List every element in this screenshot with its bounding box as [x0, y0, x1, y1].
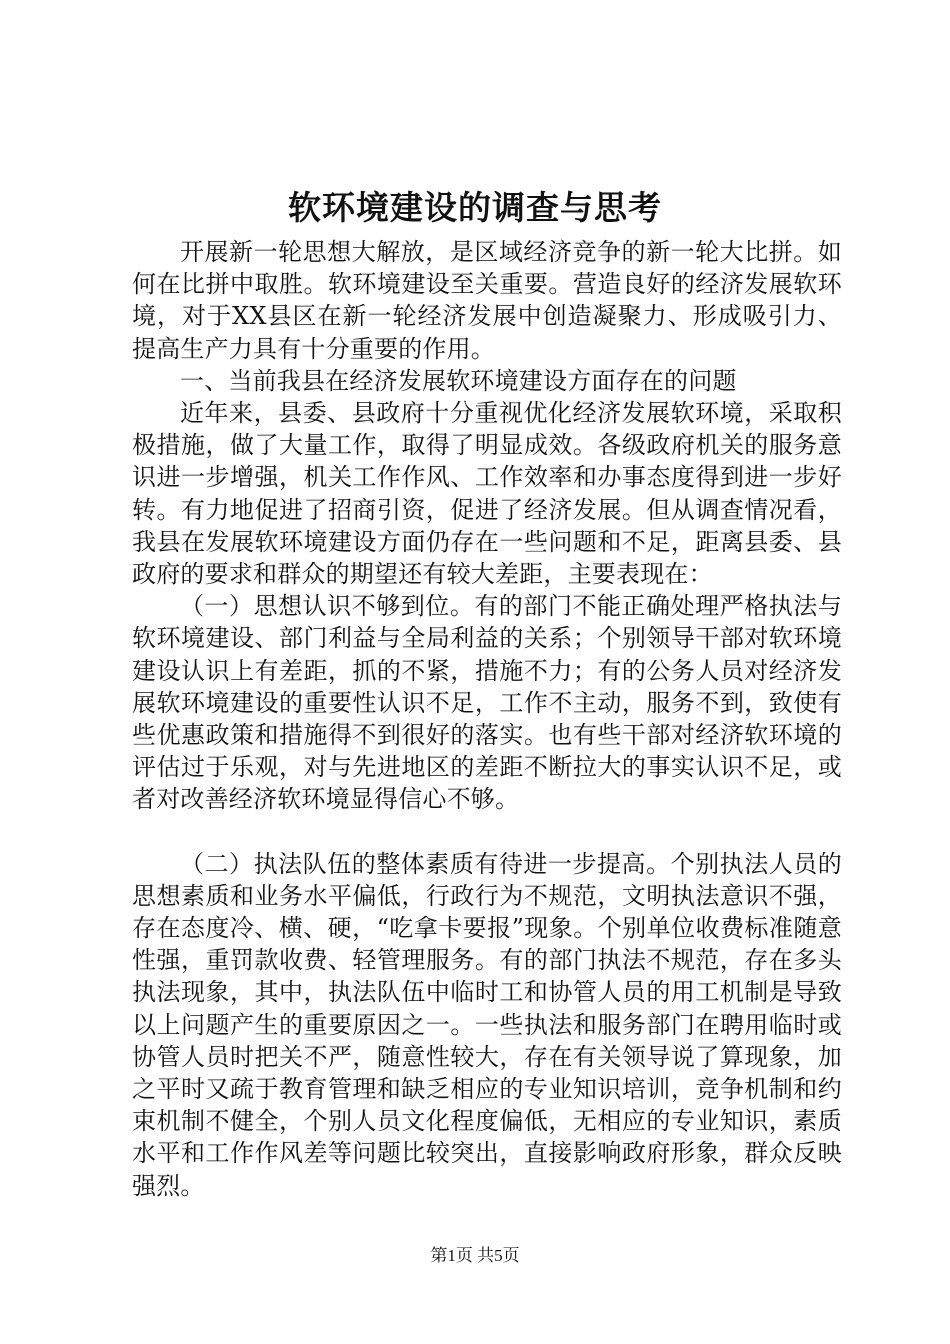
section-paragraph: 近年来，县委、县政府十分重视优化经济发展软环境，采取积极措施，做了大量工作，取得了明显成效。各级政府机关的服务意识进一步增强，机关工作作风、工作效率和办事态度得到进一步好转。有力地促进了招商引资，促进了经济发展。但从调查情况看，我县在发展软环境建设方面仍存在一些问题和不足，距离县委、县政府的要求和群众的期望还有较大差距，主要表现在： [132, 399, 842, 589]
paragraph-gap [132, 816, 842, 848]
document-title: 软环境建设的调查与思考 [288, 188, 662, 227]
intro-paragraph: 开展新一轮思想大解放，是区域经济竞争的新一轮大比拼。如何在比拼中取胜。软环境建设至关重要。营造良好的经济发展软环境，对于XX县区在新一轮经济发展中创造凝聚力、形成吸引力、提高生产力具有十分重要的作用。 [132, 238, 842, 363]
section-heading: 一、当前我县在经济发展软环境建设方面存在的问题 [180, 366, 737, 395]
document-body [132, 236, 842, 1202]
item-two-paragraph: （二）执法队伍的整体素质有待进一步提高。个别执法人员的思想素质和业务水平偏低，行政行为不规范，文明执法意识不强，存在态度冷、横、硬，“吃拿卡要报”现象。个别单位收费标准随意性强，重罚款收费、轻管理服务。有的部门执法不规范，存在多头执法现象，其中，执法队伍中临时工和协管人员的用工机制是导致以上问题产生的重要原因之一。一些执法和服务部门在聘用临时或协管人员时把关不严，随意性较大，存在有关领导说了算现象，加之平时又疏于教育管理和缺乏相应的专业知识培训，竞争机制和约束机制不健全，个别人员文化程度偏低，无相应的专业知识，素质水平和工作作风差等问题比较突出，直接影响政府形象，群众反映强烈。 [132, 849, 842, 1200]
item-one-paragraph: （一）思想认识不够到位。有的部门不能正确处理严格执法与软环境建设、部门利益与全局利益的关系；个别领导干部对软环境建设认识上有差距，抓的不紧，措施不力；有的公务人员对经济发展软环境建设的重要性认识不足，工作不主动，服务不到，致使有些优惠政策和措施得不到很好的落实。也有些干部对经济软环境的评估过于乐观，对与先进地区的差距不断拉大的事实认识不足，或者对改善经济软环境显得信心不够。 [132, 592, 842, 814]
page-number: 第1页 共5页 [430, 1246, 520, 1265]
